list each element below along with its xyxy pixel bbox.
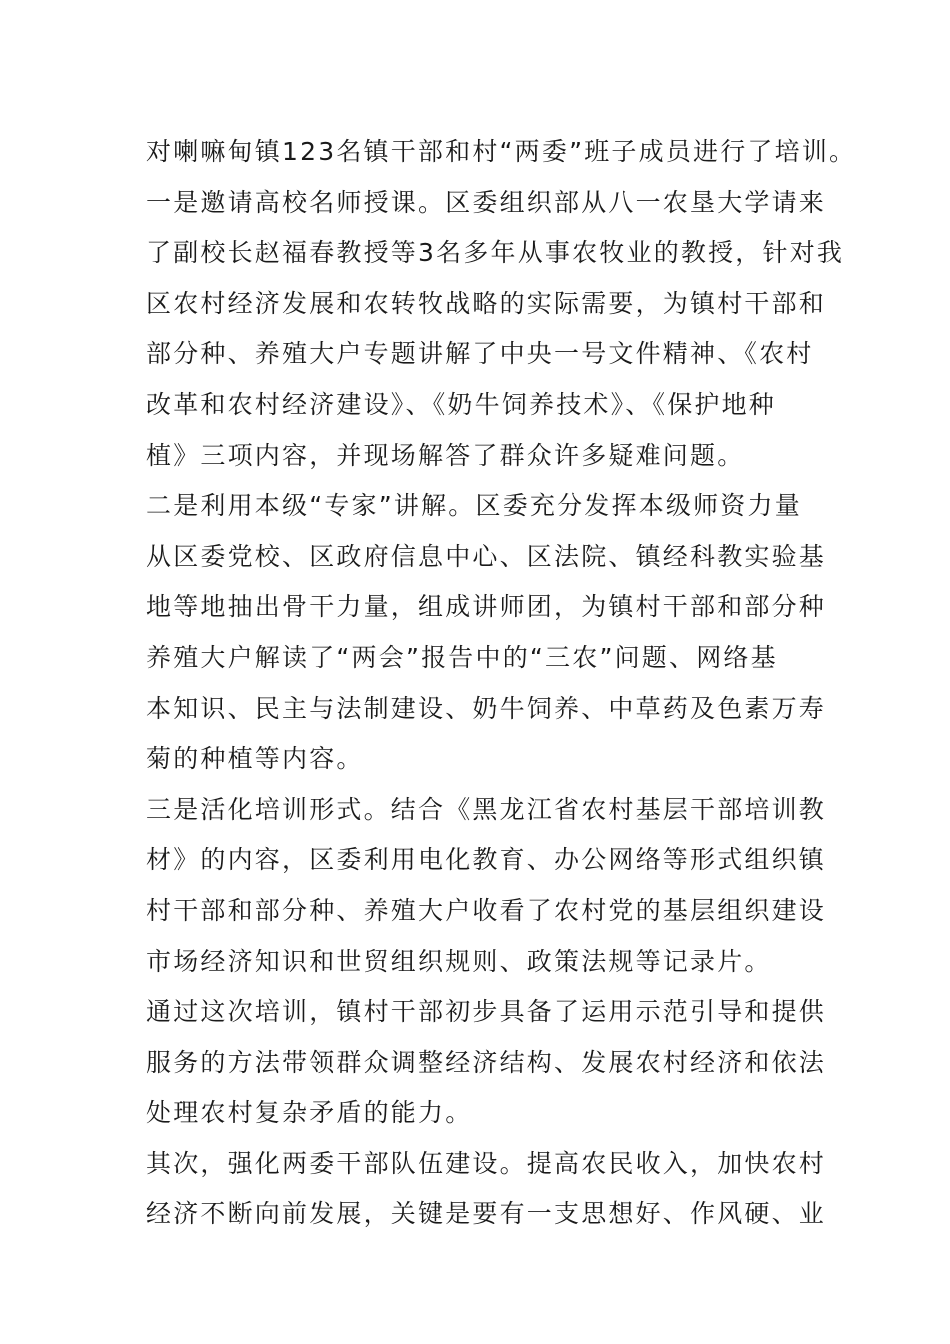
text-line: 一是邀请高校名师授课。区委组织部从八一农垦大学请来 [146,187,827,217]
text-line: 服务的方法带领群众调整经济结构、发展农村经济和依法 [146,1047,827,1077]
text-line: 地等地抽出骨干力量，组成讲师团，为镇村干部和部分种 [146,592,827,622]
text-line: 植》三项内容，并现场解答了群众许多疑难问题。 [146,440,745,470]
text-line: 部分种、养殖大户专题讲解了中央一号文件精神、《农村 [146,339,814,369]
text-line: 从区委党校、区政府信息中心、区法院、镇经科教实验基 [146,541,827,571]
text-line: 改革和农村经济建设》、《奶牛饲养技术》、《保护地种 [146,389,777,419]
document-body [146,127,857,1240]
text-line: 二是利用本级“专家”讲解。区委充分发挥本级师资力量 [146,491,802,521]
text-line: 三是活化培训形式。结合《黑龙江省农村基层干部培训教 [146,794,827,824]
text-line: 对喇嘛甸镇123名镇干部和村“两委”班子成员进行了培训。 [146,137,857,166]
text-line: 材》的内容，区委利用电化教育、办公网络等形式组织镇 [146,845,827,875]
text-line: 了副校长赵福春教授等3名多年从事农牧业的教授，针对我 [146,238,845,268]
text-line: 市场经济知识和世贸组织规则、政策法规等记录片。 [146,946,772,976]
text-line: 菊的种植等内容。 [146,744,364,774]
text-line: 其次，强化两委干部队伍建设。提高农民收入，加快农村 [146,1148,827,1178]
text-line: 处理农村复杂矛盾的能力。 [146,1098,473,1128]
text-line: 区农村经济发展和农转牧战略的实际需要，为镇村干部和 [146,288,827,318]
text-line: 养殖大户解读了“两会”报告中的“三农”问题、网络基 [146,642,778,672]
text-line: 通过这次培训，镇村干部初步具备了运用示范引导和提供 [146,997,827,1027]
text-line: 村干部和部分种、养殖大户收看了农村党的基层组织建设 [146,895,827,925]
text-line: 经济不断向前发展，关键是要有一支思想好、作风硬、业 [146,1199,827,1229]
text-line: 本知识、民主与法制建设、奶牛饲养、中草药及色素万寿 [146,693,827,723]
